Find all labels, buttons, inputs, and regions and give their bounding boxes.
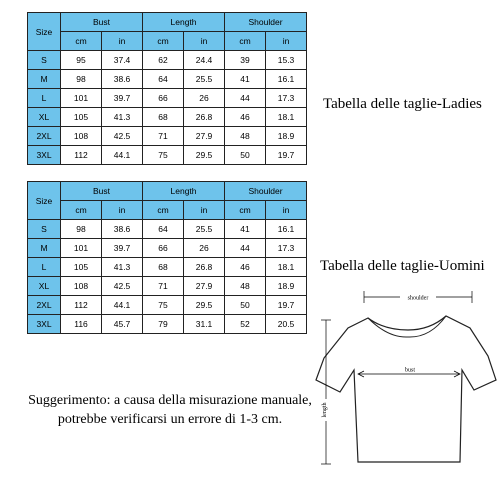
measure-cell: 27.9 — [184, 277, 225, 296]
shoulder-label: shoulder — [407, 295, 429, 302]
unit-header-in: in — [102, 32, 143, 51]
measure-cell: 31.1 — [184, 315, 225, 334]
measure-cell: 19.7 — [266, 146, 307, 165]
table-row — [28, 220, 307, 239]
size-cell: L — [28, 258, 61, 277]
measure-cell: 79 — [143, 315, 184, 334]
measure-cell: 37.4 — [102, 51, 143, 70]
measure-cell: 71 — [143, 277, 184, 296]
measure-cell: 17.3 — [266, 239, 307, 258]
measure-cell: 112 — [61, 146, 102, 165]
size-cell: S — [28, 220, 61, 239]
unit-header-cm: cm — [143, 32, 184, 51]
measure-cell: 105 — [61, 258, 102, 277]
measure-cell: 18.1 — [266, 108, 307, 127]
measure-cell: 46 — [225, 258, 266, 277]
tshirt-measurement-diagram — [310, 280, 500, 500]
measure-cell: 44 — [225, 239, 266, 258]
measure-cell: 66 — [143, 239, 184, 258]
table-row — [28, 315, 307, 334]
unit-header-cm: cm — [225, 32, 266, 51]
table-row — [28, 127, 307, 146]
measure-cell: 41.3 — [102, 258, 143, 277]
measure-cell: 29.5 — [184, 146, 225, 165]
unit-header-cm: cm — [61, 32, 102, 51]
measure-cell: 26 — [184, 89, 225, 108]
measure-cell: 39 — [225, 51, 266, 70]
unit-header-in: in — [184, 201, 225, 220]
size-column-header: Size — [28, 13, 61, 51]
measure-cell: 52 — [225, 315, 266, 334]
measure-cell: 42.5 — [102, 127, 143, 146]
table-row — [28, 108, 307, 127]
measure-cell: 44.1 — [102, 146, 143, 165]
table-row — [28, 277, 307, 296]
unit-header-cm: cm — [225, 201, 266, 220]
tshirt-collar — [368, 316, 446, 337]
measure-cell: 20.5 — [266, 315, 307, 334]
measure-cell: 62 — [143, 51, 184, 70]
measure-cell: 45.7 — [102, 315, 143, 334]
group-header-length: Length — [143, 182, 225, 201]
group-header-length: Length — [143, 13, 225, 32]
measure-cell: 24.4 — [184, 51, 225, 70]
bust-label: bust — [404, 367, 416, 374]
unit-header-in: in — [184, 32, 225, 51]
table-row — [28, 70, 307, 89]
measure-cell: 116 — [61, 315, 102, 334]
measure-cell: 48 — [225, 127, 266, 146]
measure-cell: 108 — [61, 127, 102, 146]
measure-cell: 18.9 — [266, 277, 307, 296]
measure-cell: 68 — [143, 258, 184, 277]
size-cell: 2XL — [28, 127, 61, 146]
measure-cell: 101 — [61, 89, 102, 108]
measure-cell: 75 — [143, 296, 184, 315]
measure-cell: 25.5 — [184, 70, 225, 89]
measure-cell: 44 — [225, 89, 266, 108]
measure-cell: 64 — [143, 220, 184, 239]
measure-cell: 71 — [143, 127, 184, 146]
measure-cell: 46 — [225, 108, 266, 127]
measure-cell: 50 — [225, 296, 266, 315]
group-header-bust: Bust — [61, 13, 143, 32]
unit-header-in: in — [266, 201, 307, 220]
table-row — [28, 258, 307, 277]
tshirt-outline — [316, 316, 496, 462]
measure-cell: 26.8 — [184, 108, 225, 127]
size-cell: 3XL — [28, 315, 61, 334]
uomini-table-caption: Tabella delle taglie-Uomini — [320, 258, 485, 274]
measure-cell: 64 — [143, 70, 184, 89]
measure-cell: 42.5 — [102, 277, 143, 296]
measure-cell: 41.3 — [102, 108, 143, 127]
measure-cell: 50 — [225, 146, 266, 165]
length-label: length — [322, 402, 328, 418]
size-cell: M — [28, 239, 61, 258]
measure-cell: 95 — [61, 51, 102, 70]
measure-cell: 18.1 — [266, 258, 307, 277]
measure-cell: 101 — [61, 239, 102, 258]
unit-header-cm: cm — [143, 201, 184, 220]
measure-cell: 68 — [143, 108, 184, 127]
measurement-note-line-2: potrebbe verificarsi un errore di 1-3 cm. — [57, 412, 283, 427]
measure-cell: 17.3 — [266, 89, 307, 108]
measure-cell: 66 — [143, 89, 184, 108]
measure-cell: 44.1 — [102, 296, 143, 315]
measure-cell: 48 — [225, 277, 266, 296]
measure-cell: 26 — [184, 239, 225, 258]
size-cell: 2XL — [28, 296, 61, 315]
measure-cell: 41 — [225, 220, 266, 239]
table-row — [28, 146, 307, 165]
measure-cell: 38.6 — [102, 70, 143, 89]
measure-cell: 26.8 — [184, 258, 225, 277]
size-cell: 3XL — [28, 146, 61, 165]
unit-header-in: in — [266, 32, 307, 51]
ladies-size-table — [27, 12, 307, 165]
table-row — [28, 89, 307, 108]
measure-cell: 75 — [143, 146, 184, 165]
measure-cell: 41 — [225, 70, 266, 89]
measure-cell: 38.6 — [102, 220, 143, 239]
size-cell: L — [28, 89, 61, 108]
size-cell: XL — [28, 277, 61, 296]
unit-header-in: in — [102, 201, 143, 220]
table-row — [28, 239, 307, 258]
measure-cell: 108 — [61, 277, 102, 296]
group-header-bust: Bust — [61, 182, 143, 201]
measure-cell: 29.5 — [184, 296, 225, 315]
size-cell: S — [28, 51, 61, 70]
measure-cell: 16.1 — [266, 220, 307, 239]
measure-cell: 98 — [61, 220, 102, 239]
size-column-header: Size — [28, 182, 61, 220]
measure-cell: 105 — [61, 108, 102, 127]
measurement-note-line-1: Suggerimento: a causa della misurazione manuale, — [28, 393, 312, 408]
measure-cell: 112 — [61, 296, 102, 315]
uomini-size-table — [27, 181, 307, 334]
unit-header-cm: cm — [61, 201, 102, 220]
measure-cell: 39.7 — [102, 89, 143, 108]
ladies-table-caption: Tabella delle taglie-Ladies — [323, 96, 482, 112]
measure-cell: 16.1 — [266, 70, 307, 89]
table-row — [28, 296, 307, 315]
group-header-shoulder: Shoulder — [225, 182, 307, 201]
group-header-shoulder: Shoulder — [225, 13, 307, 32]
table-row — [28, 51, 307, 70]
measure-cell: 15.3 — [266, 51, 307, 70]
measure-cell: 27.9 — [184, 127, 225, 146]
measure-cell: 98 — [61, 70, 102, 89]
size-cell: M — [28, 70, 61, 89]
measure-cell: 18.9 — [266, 127, 307, 146]
measure-cell: 19.7 — [266, 296, 307, 315]
measure-cell: 25.5 — [184, 220, 225, 239]
measure-cell: 39.7 — [102, 239, 143, 258]
size-cell: XL — [28, 108, 61, 127]
